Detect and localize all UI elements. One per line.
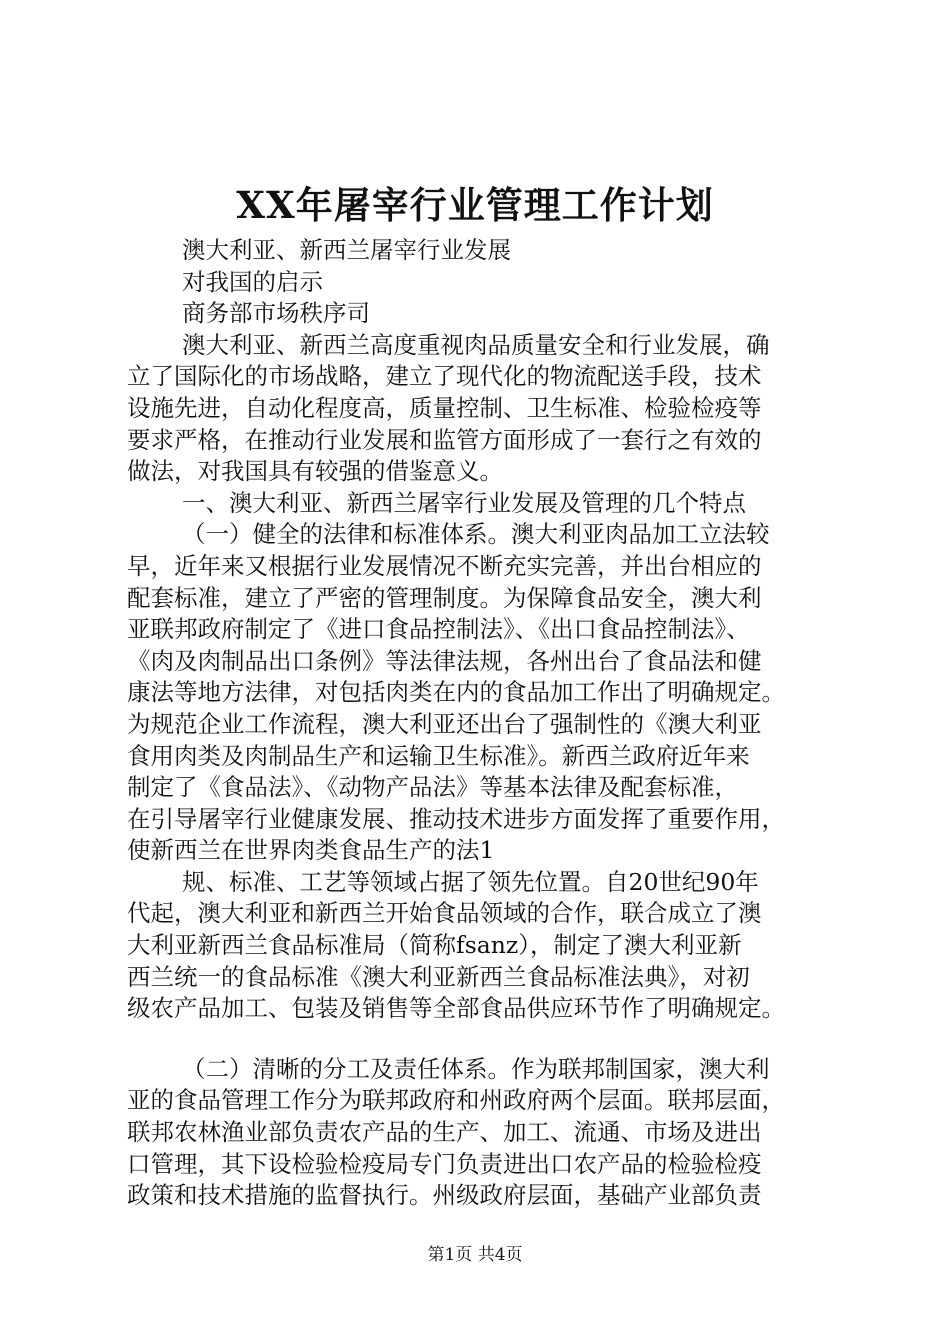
text-line: 商务部市场秩序司: [182, 299, 370, 328]
section-heading: 一、澳大利亚、新西兰屠宰行业发展及管理的几个特点: [182, 488, 746, 517]
text-line: 做法，对我国具有较强的借鉴意义。: [127, 457, 503, 486]
document-title: XX年屠宰行业管理工作计划: [236, 183, 714, 227]
text-line: 澳大利亚、新西兰屠宰行业发展: [182, 236, 511, 264]
text-line: 康法等地方法律，对包括肉类在内的食品加工作出了明确规定。: [127, 678, 785, 707]
paragraph-gap: [127, 1025, 833, 1054]
text-line: 《肉及肉制品出口条例》等法律法规，各州出台了食品法和健: [127, 646, 762, 675]
text-line: 亚联邦政府制定了《进口食品控制法》、《出口食品控制法》、: [127, 615, 750, 644]
text-line: 对我国的启示: [182, 267, 323, 296]
text-line: 配套标准，建立了严密的管理制度。为保障食品安全，澳大利: [127, 583, 762, 612]
text-line: 大利亚新西兰食品标准局（简称fsanz），制定了澳大利亚新: [127, 931, 742, 960]
text-line: （二）清晰的分工及责任体系。作为联邦制国家，澳大利: [182, 1054, 770, 1083]
document-body: [127, 235, 833, 1212]
text-line: 西兰统一的食品标准《澳大利亚新西兰食品标准法典》，对初: [127, 962, 750, 991]
text-line: 亚的食品管理工作分为联邦政府和州政府两个层面。联邦层面，: [127, 1086, 785, 1115]
text-line: 立了国际化的市场战略，建立了现代化的物流配送手段，技术: [127, 362, 762, 391]
text-line: 制定了《食品法》、《动物产品法》等基本法律及配套标准，: [127, 773, 738, 802]
text-line: 在引导屠宰行业健康发展、推动技术进步方面发挥了重要作用，: [127, 804, 785, 833]
text-line: 代起，澳大利亚和新西兰开始食品领域的合作，联合成立了澳: [127, 899, 762, 928]
text-line: 食用肉类及肉制品生产和运输卫生标准》。新西兰政府近年来: [127, 741, 750, 770]
text-line: 使新西兰在世界肉类食品生产的法1: [127, 836, 495, 865]
text-line: 联邦农林渔业部负责农产品的生产、加工、流通、市场及进出: [127, 1118, 762, 1147]
text-line: 澳大利亚、新西兰高度重视肉品质量安全和行业发展，确: [182, 330, 770, 359]
text-line: 要求严格，在推动行业发展和监管方面形成了一套行之有效的: [127, 425, 762, 454]
text-line: 级农产品加工、包装及销售等全部食品供应环节作了明确规定。: [127, 994, 785, 1023]
text-line: 规、标准、工艺等领域占据了领先位置。自20世纪90年: [182, 867, 759, 896]
page-number-footer: 第1页 共4页: [427, 1245, 523, 1265]
text-line: （一）健全的法律和标准体系。澳大利亚肉品加工立法较: [182, 520, 770, 549]
text-line: 为规范企业工作流程，澳大利亚还出台了强制性的《澳大利亚: [127, 709, 762, 738]
text-line: 政策和技术措施的监督执行。州级政府层面，基础产业部负责: [127, 1181, 762, 1210]
text-line: 设施先进，自动化程度高，质量控制、卫生标准、检验检疫等: [127, 393, 762, 422]
text-line: 口管理，其下设检验检疫局专门负责进出口农产品的检验检疫: [127, 1149, 762, 1178]
text-line: 早，近年来又根据行业发展情况不断充实完善，并出台相应的: [127, 551, 762, 580]
